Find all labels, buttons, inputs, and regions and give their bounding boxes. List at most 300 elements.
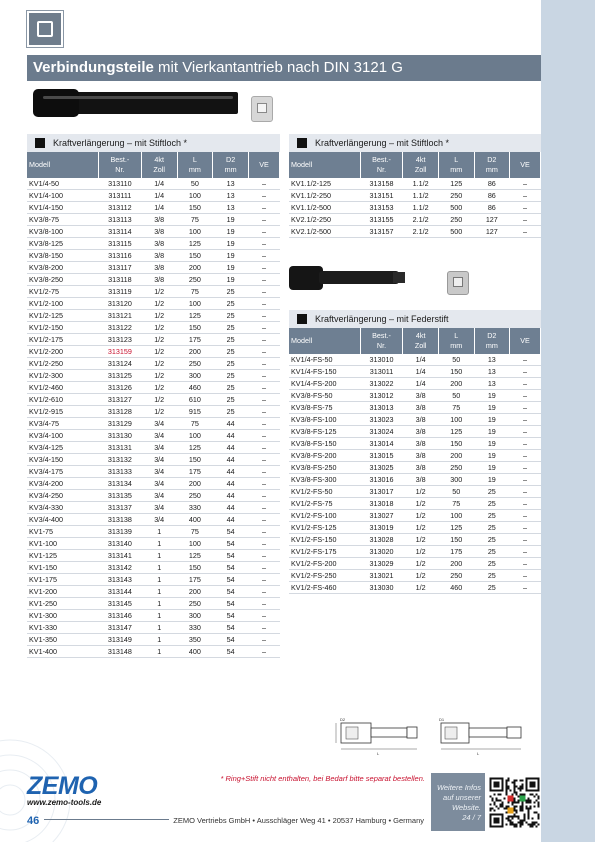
col-ve-cell: – xyxy=(248,346,279,358)
col-model-cell: KV1-175 xyxy=(27,574,98,586)
table-row xyxy=(27,646,280,658)
col-model-cell: KV3/8-250 xyxy=(27,274,98,286)
col-model-cell: KV1-150 xyxy=(27,562,98,574)
col-model-cell: KV1/2-FS-125 xyxy=(289,522,360,534)
col-length-cell: 50 xyxy=(438,354,474,366)
col-model-cell: KV3/4-200 xyxy=(27,478,98,490)
col-best-nr-cell: 313155 xyxy=(360,214,403,226)
col-best-nr-cell: 313147 xyxy=(98,622,141,634)
col-d2-cell: 13 xyxy=(213,202,249,214)
col-length-cell: 75 xyxy=(177,286,213,298)
table-row xyxy=(289,570,541,582)
col-length-header: L mm xyxy=(438,328,474,354)
col-ve-cell: – xyxy=(510,486,541,498)
col-best-nr-cell: 313137 xyxy=(98,502,141,514)
col-ve-cell: – xyxy=(510,462,541,474)
table-right-top xyxy=(289,152,541,238)
col-d2-cell: 54 xyxy=(213,550,249,562)
table-row xyxy=(289,202,541,214)
col-drive-cell: 1/2 xyxy=(403,546,439,558)
col-d2-cell: 19 xyxy=(474,402,510,414)
drawing-label-d2: D2 xyxy=(340,717,346,722)
bullet-square-icon xyxy=(35,138,45,148)
col-ve-cell: – xyxy=(510,178,541,190)
col-d2-cell: 25 xyxy=(474,522,510,534)
col-model-cell: KV1/2-460 xyxy=(27,382,98,394)
col-model-cell: KV1/4-150 xyxy=(27,202,98,214)
col-length-cell: 50 xyxy=(438,486,474,498)
col-ve-cell: – xyxy=(248,286,279,298)
col-ve-cell: – xyxy=(510,558,541,570)
col-model-cell: KV1/2-FS-150 xyxy=(289,534,360,546)
table-row xyxy=(289,214,541,226)
col-d2-cell: 44 xyxy=(213,466,249,478)
col-d2-cell: 13 xyxy=(213,190,249,202)
col-d2-cell: 54 xyxy=(213,562,249,574)
col-d2-cell: 19 xyxy=(213,262,249,274)
col-ve-cell: – xyxy=(248,358,279,370)
col-best-nr-cell: 313142 xyxy=(98,562,141,574)
col-drive-cell: 1/2 xyxy=(141,346,177,358)
col-ve-cell: – xyxy=(248,490,279,502)
col-ve-cell: – xyxy=(510,438,541,450)
extension-bar-photo xyxy=(33,92,238,114)
col-best-nr-cell: 313139 xyxy=(98,526,141,538)
col-drive-cell: 1/2 xyxy=(141,298,177,310)
col-model-cell: KV1.1/2-500 xyxy=(289,202,360,214)
col-d2-cell: 54 xyxy=(213,598,249,610)
table-row xyxy=(27,238,280,250)
col-drive-cell: 3/4 xyxy=(141,490,177,502)
col-best-nr-cell: 313022 xyxy=(360,378,403,390)
col-model-cell: KV1/2-FS-250 xyxy=(289,570,360,582)
col-best-nr-cell: 313024 xyxy=(360,426,403,438)
col-drive-cell: 1/2 xyxy=(141,334,177,346)
table-row xyxy=(27,418,280,430)
col-drive-cell: 3/4 xyxy=(141,514,177,526)
table-left xyxy=(27,152,280,658)
col-ve-cell: – xyxy=(248,178,279,190)
col-best-nr-header: Best.- Nr. xyxy=(98,152,141,178)
col-d2-header: D2 mm xyxy=(474,328,510,354)
col-ve-cell: – xyxy=(510,426,541,438)
col-model-cell: KV1-330 xyxy=(27,622,98,634)
col-d2-cell: 13 xyxy=(213,178,249,190)
col-d2-cell: 44 xyxy=(213,514,249,526)
col-best-nr-cell: 313012 xyxy=(360,390,403,402)
col-drive-cell: 3/8 xyxy=(403,426,439,438)
col-model-cell: KV3/4-100 xyxy=(27,430,98,442)
col-best-nr-cell: 313158 xyxy=(360,178,403,190)
col-d2-header: D2 mm xyxy=(474,152,510,178)
col-d2-cell: 127 xyxy=(474,226,510,238)
col-length-cell: 250 xyxy=(177,598,213,610)
table-row xyxy=(27,382,280,394)
col-ve-cell: – xyxy=(510,190,541,202)
col-best-nr-cell: 313113 xyxy=(98,214,141,226)
table-row xyxy=(289,534,541,546)
table-row xyxy=(289,450,541,462)
table-row xyxy=(289,390,541,402)
col-ve-cell: – xyxy=(510,510,541,522)
col-ve-cell: – xyxy=(248,622,279,634)
col-length-cell: 75 xyxy=(177,526,213,538)
col-best-nr-cell: 313030 xyxy=(360,582,403,594)
col-d2-cell: 19 xyxy=(213,214,249,226)
col-d2-cell: 19 xyxy=(213,250,249,262)
table-row xyxy=(27,514,280,526)
col-length-cell: 200 xyxy=(177,262,213,274)
col-model-cell: KV1/2-150 xyxy=(27,322,98,334)
col-d2-cell: 19 xyxy=(474,414,510,426)
col-model-cell: KV1-125 xyxy=(27,550,98,562)
col-model-cell: KV1/2-125 xyxy=(27,310,98,322)
col-model-cell: KV3/8-FS-50 xyxy=(289,390,360,402)
col-ve-cell: – xyxy=(248,394,279,406)
col-best-nr-cell: 313124 xyxy=(98,358,141,370)
col-d2-cell: 25 xyxy=(474,486,510,498)
col-model-cell: KV1/2-300 xyxy=(27,370,98,382)
table-row xyxy=(289,474,541,486)
col-ve-cell: – xyxy=(510,366,541,378)
table-row xyxy=(289,438,541,450)
col-model-cell: KV3/4-250 xyxy=(27,490,98,502)
col-best-nr-cell: 313130 xyxy=(98,430,141,442)
table-row xyxy=(289,354,541,366)
col-model-cell: KV3/8-FS-75 xyxy=(289,402,360,414)
col-drive-cell: 1 xyxy=(141,634,177,646)
col-length-cell: 125 xyxy=(438,426,474,438)
col-drive-cell: 3/8 xyxy=(403,474,439,486)
col-model-cell: KV3/4-400 xyxy=(27,514,98,526)
col-model-cell: KV3/8-FS-125 xyxy=(289,426,360,438)
col-d2-cell: 25 xyxy=(474,498,510,510)
col-best-nr-cell: 313145 xyxy=(98,598,141,610)
square-drive-icon xyxy=(27,11,63,47)
col-length-cell: 150 xyxy=(177,322,213,334)
col-d2-cell: 54 xyxy=(213,622,249,634)
table-row xyxy=(289,178,541,190)
col-drive-cell: 1/4 xyxy=(403,354,439,366)
col-best-nr-cell: 313148 xyxy=(98,646,141,658)
col-ve-header: VE xyxy=(510,152,541,178)
col-drive-cell: 1/2 xyxy=(403,510,439,522)
col-drive-cell: 1/4 xyxy=(141,202,177,214)
col-model-cell: KV1/2-FS-460 xyxy=(289,582,360,594)
col-ve-cell: – xyxy=(248,334,279,346)
col-best-nr-cell: 313117 xyxy=(98,262,141,274)
col-d2-cell: 19 xyxy=(474,462,510,474)
table-row xyxy=(289,462,541,474)
col-model-cell: KV1-100 xyxy=(27,538,98,550)
col-model-cell: KV1/2-610 xyxy=(27,394,98,406)
col-length-cell: 150 xyxy=(177,202,213,214)
col-length-cell: 100 xyxy=(177,298,213,310)
table-row xyxy=(289,426,541,438)
col-ve-cell: – xyxy=(248,646,279,658)
col-drive-cell: 1/2 xyxy=(403,534,439,546)
website-link[interactable]: www.zemo-tools.de xyxy=(27,798,102,807)
col-model-cell: KV3/8-FS-250 xyxy=(289,462,360,474)
col-length-cell: 100 xyxy=(438,510,474,522)
col-ve-cell: – xyxy=(248,514,279,526)
socket-end-photo xyxy=(447,271,469,295)
col-length-cell: 330 xyxy=(177,502,213,514)
col-model-cell: KV3/8-FS-200 xyxy=(289,450,360,462)
col-d2-cell: 54 xyxy=(213,526,249,538)
col-model-cell: KV1/2-FS-200 xyxy=(289,558,360,570)
table-row xyxy=(289,522,541,534)
col-ve-cell: – xyxy=(510,214,541,226)
col-model-cell: KV3/4-75 xyxy=(27,418,98,430)
col-length-cell: 150 xyxy=(177,454,213,466)
col-model-cell: KV3/8-200 xyxy=(27,262,98,274)
col-model-cell: KV3/8-FS-100 xyxy=(289,414,360,426)
col-model-cell: KV3/8-150 xyxy=(27,250,98,262)
col-best-nr-cell: 313138 xyxy=(98,514,141,526)
col-length-cell: 75 xyxy=(438,402,474,414)
col-length-cell: 200 xyxy=(177,346,213,358)
col-d2-cell: 44 xyxy=(213,490,249,502)
col-drive-cell: 3/8 xyxy=(141,262,177,274)
col-length-cell: 200 xyxy=(438,450,474,462)
col-model-cell: KV1-300 xyxy=(27,610,98,622)
bullet-square-icon xyxy=(297,314,307,324)
col-drive-cell: 1/2 xyxy=(403,558,439,570)
col-ve-cell: – xyxy=(248,226,279,238)
table-row xyxy=(27,346,280,358)
col-length-cell: 175 xyxy=(177,574,213,586)
table-row xyxy=(289,402,541,414)
col-length-cell: 100 xyxy=(177,190,213,202)
col-d2-cell: 25 xyxy=(474,558,510,570)
col-model-cell: KV1/2-FS-100 xyxy=(289,510,360,522)
col-best-nr-cell: 313029 xyxy=(360,558,403,570)
col-ve-cell: – xyxy=(510,226,541,238)
col-d2-cell: 44 xyxy=(213,442,249,454)
title-bold: Verbindungsteile xyxy=(33,59,154,76)
col-model-cell: KV1/4-FS-200 xyxy=(289,378,360,390)
col-drive-cell: 3/4 xyxy=(141,502,177,514)
table-row xyxy=(27,202,280,214)
col-ve-cell: – xyxy=(248,586,279,598)
col-ve-cell: – xyxy=(248,454,279,466)
col-model-cell: KV3/8-125 xyxy=(27,238,98,250)
col-ve-cell: – xyxy=(248,250,279,262)
col-length-cell: 460 xyxy=(177,382,213,394)
table-row xyxy=(289,366,541,378)
bullet-square-icon xyxy=(297,138,307,148)
col-model-cell: KV1/2-100 xyxy=(27,298,98,310)
col-best-nr-cell: 313023 xyxy=(360,414,403,426)
col-length-cell: 125 xyxy=(438,522,474,534)
col-best-nr-cell: 313141 xyxy=(98,550,141,562)
info-line: 24 / 7 xyxy=(462,813,481,822)
col-length-cell: 150 xyxy=(438,438,474,450)
table-row xyxy=(27,490,280,502)
col-ve-cell: – xyxy=(510,450,541,462)
col-length-cell: 75 xyxy=(177,418,213,430)
col-best-nr-cell: 313010 xyxy=(360,354,403,366)
table-row xyxy=(27,538,280,550)
col-best-nr-cell: 313146 xyxy=(98,610,141,622)
col-best-nr-cell: 313127 xyxy=(98,394,141,406)
col-model-cell: KV1/2-FS-175 xyxy=(289,546,360,558)
col-length-cell: 250 xyxy=(177,274,213,286)
qr-code-icon[interactable] xyxy=(488,773,541,831)
col-length-cell: 125 xyxy=(177,550,213,562)
col-ve-cell: – xyxy=(510,522,541,534)
col-drive-cell: 1/2 xyxy=(403,486,439,498)
col-d2-cell: 44 xyxy=(213,418,249,430)
col-d2-cell: 25 xyxy=(213,298,249,310)
col-best-nr-header: Best.- Nr. xyxy=(360,152,403,178)
col-model-cell: KV1/2-175 xyxy=(27,334,98,346)
col-model-cell: KV1/2-200 xyxy=(27,346,98,358)
col-drive-cell: 1/2 xyxy=(403,570,439,582)
col-length-cell: 175 xyxy=(177,466,213,478)
col-drive-header: 4kt Zoll xyxy=(403,152,439,178)
col-length-cell: 125 xyxy=(438,178,474,190)
col-best-nr-cell: 313110 xyxy=(98,178,141,190)
col-best-nr-cell: 313120 xyxy=(98,298,141,310)
col-drive-cell: 2.1/2 xyxy=(403,226,439,238)
col-ve-cell: – xyxy=(248,442,279,454)
col-d2-cell: 13 xyxy=(474,354,510,366)
col-drive-cell: 3/4 xyxy=(141,442,177,454)
page-title xyxy=(27,55,541,81)
table-row xyxy=(289,378,541,390)
col-ve-cell: – xyxy=(510,570,541,582)
col-best-nr-cell: 313159 xyxy=(98,346,141,358)
table-row xyxy=(27,550,280,562)
col-length-cell: 125 xyxy=(177,442,213,454)
col-length-cell: 100 xyxy=(177,538,213,550)
socket-end-photo xyxy=(251,96,273,122)
col-model-cell: KV1/2-FS-50 xyxy=(289,486,360,498)
col-drive-cell: 1/4 xyxy=(403,366,439,378)
col-drive-cell: 3/8 xyxy=(141,214,177,226)
col-ve-cell: – xyxy=(248,274,279,286)
table-row xyxy=(289,498,541,510)
col-best-nr-cell: 313119 xyxy=(98,286,141,298)
col-best-nr-cell: 313128 xyxy=(98,406,141,418)
col-model-cell: KV3/8-FS-150 xyxy=(289,438,360,450)
col-ve-cell: – xyxy=(248,502,279,514)
col-ve-cell: – xyxy=(248,598,279,610)
col-drive-cell: 1/4 xyxy=(403,378,439,390)
col-length-cell: 400 xyxy=(177,646,213,658)
col-length-cell: 150 xyxy=(177,562,213,574)
page-number: 46 xyxy=(27,815,40,827)
section-heading-right-bottom xyxy=(289,310,541,328)
col-d2-cell: 19 xyxy=(474,474,510,486)
dimension-drawing-icon xyxy=(331,715,541,757)
table-row xyxy=(27,250,280,262)
col-drive-cell: 1 xyxy=(141,574,177,586)
col-d2-cell: 44 xyxy=(213,502,249,514)
col-drive-cell: 3/8 xyxy=(141,274,177,286)
col-best-nr-cell: 313016 xyxy=(360,474,403,486)
col-drive-cell: 1 xyxy=(141,598,177,610)
col-d2-cell: 25 xyxy=(213,310,249,322)
col-d2-cell: 25 xyxy=(474,582,510,594)
col-best-nr-cell: 313135 xyxy=(98,490,141,502)
table-row xyxy=(27,634,280,646)
col-best-nr-cell: 313131 xyxy=(98,442,141,454)
col-best-nr-cell: 313018 xyxy=(360,498,403,510)
col-model-header: Modell xyxy=(289,328,360,354)
col-ve-cell: – xyxy=(248,238,279,250)
col-model-cell: KV1.1/2-125 xyxy=(289,178,360,190)
col-model-cell: KV3/8-75 xyxy=(27,214,98,226)
col-length-cell: 200 xyxy=(177,478,213,490)
col-d2-cell: 13 xyxy=(474,366,510,378)
col-model-cell: KV1/2-250 xyxy=(27,358,98,370)
col-model-cell: KV3/4-150 xyxy=(27,454,98,466)
col-length-cell: 300 xyxy=(177,610,213,622)
table-row xyxy=(289,226,541,238)
col-length-cell: 250 xyxy=(438,190,474,202)
table-header-row xyxy=(289,328,541,354)
col-drive-cell: 3/8 xyxy=(141,226,177,238)
col-ve-cell: – xyxy=(248,202,279,214)
col-d2-cell: 25 xyxy=(213,394,249,406)
col-ve-cell: – xyxy=(248,430,279,442)
col-ve-cell: – xyxy=(510,582,541,594)
col-model-cell: KV1-250 xyxy=(27,598,98,610)
col-length-cell: 175 xyxy=(438,546,474,558)
col-ve-cell: – xyxy=(248,322,279,334)
col-ve-header: VE xyxy=(510,328,541,354)
col-drive-cell: 1 xyxy=(141,586,177,598)
col-drive-cell: 1/2 xyxy=(403,582,439,594)
info-line: auf unserer xyxy=(443,793,481,802)
section-heading-text: Kraftverlängerung – mit Stiftloch * xyxy=(315,138,450,148)
col-best-nr-cell: 313112 xyxy=(98,202,141,214)
col-ve-cell: – xyxy=(248,562,279,574)
col-model-cell: KV1/4-FS-50 xyxy=(289,354,360,366)
col-best-nr-cell: 313133 xyxy=(98,466,141,478)
col-best-nr-cell: 313116 xyxy=(98,250,141,262)
table-row xyxy=(289,582,541,594)
col-best-nr-cell: 313020 xyxy=(360,546,403,558)
col-d2-cell: 19 xyxy=(213,274,249,286)
col-d2-cell: 54 xyxy=(213,538,249,550)
col-d2-cell: 25 xyxy=(213,322,249,334)
col-ve-cell: – xyxy=(248,634,279,646)
col-best-nr-cell: 313125 xyxy=(98,370,141,382)
col-model-cell: KV3/4-175 xyxy=(27,466,98,478)
table-row xyxy=(27,334,280,346)
col-d2-cell: 86 xyxy=(474,202,510,214)
side-band xyxy=(541,0,595,842)
col-drive-cell: 1/2 xyxy=(141,406,177,418)
table-row xyxy=(27,214,280,226)
table-row xyxy=(27,358,280,370)
col-length-cell: 200 xyxy=(177,586,213,598)
col-model-cell: KV3/4-330 xyxy=(27,502,98,514)
col-ve-cell: – xyxy=(248,574,279,586)
col-ve-cell: – xyxy=(248,406,279,418)
col-best-nr-header: Best.- Nr. xyxy=(360,328,403,354)
col-d2-cell: 54 xyxy=(213,586,249,598)
col-best-nr-cell: 313013 xyxy=(360,402,403,414)
col-best-nr-cell: 313115 xyxy=(98,238,141,250)
col-best-nr-cell: 313111 xyxy=(98,190,141,202)
table-row xyxy=(27,574,280,586)
col-ve-cell: – xyxy=(248,466,279,478)
